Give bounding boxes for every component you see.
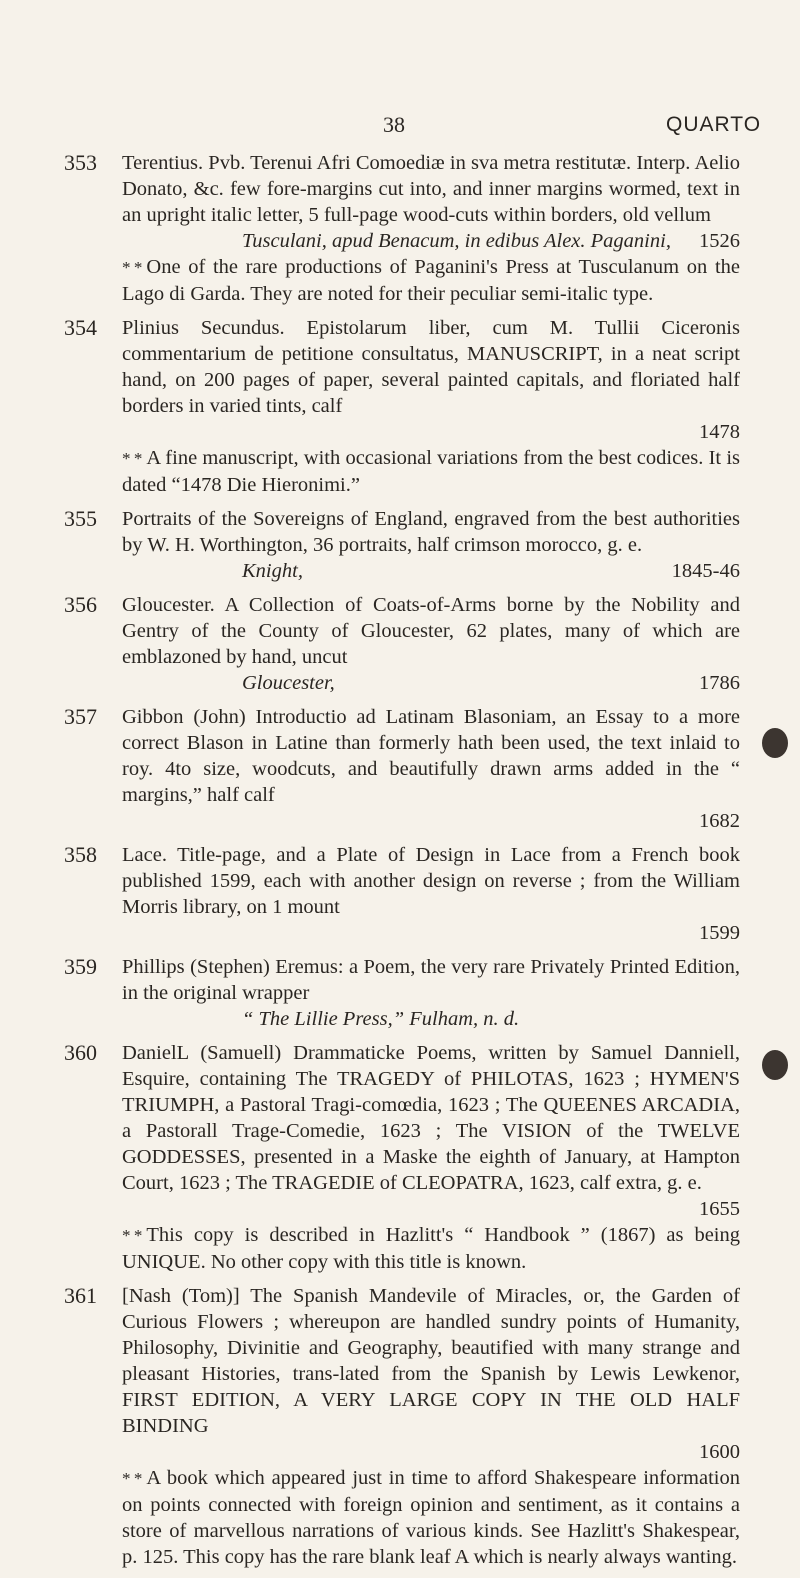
catalogue-entries [0,150,800,1578]
entry-note [122,254,740,307]
ink-blot [762,1050,788,1080]
imprint-line [122,670,740,696]
imprint-line [122,1439,740,1465]
note-marker: * * [122,258,143,277]
imprint-place [122,419,242,445]
catalogue-entry [0,592,800,696]
note-text: A book which appeared just in time to afford Shakespeare information on points connected with foreign opinion and sentiment, as it contains a store of marvellous narrations of various kinds. See Hazlitt's Shakespear, p. 125. This copy has the rare blank leaf A which is nearly always wanting. [122,1467,740,1568]
lot-number: 354 [64,315,97,340]
catalogue-entry [0,150,800,307]
imprint-place: Tusculani, apud Benacum, in edibus Alex. Paganini, [242,230,671,252]
imprint-line [122,808,740,834]
lot-number: 359 [64,954,97,979]
imprint-date: 1600 [699,1441,740,1463]
entry-note [122,1465,740,1570]
page-number: 38 [383,112,405,137]
lot-number: 357 [64,704,97,729]
imprint-date: 1526 [699,230,740,252]
catalogue-entry [0,315,800,498]
entry-description: [Nash (Tom)] The Spanish Mandevile of Miracles, or, the Garden of Curious Flowers ; whereupon are handled sundry points of Humanity, Philosophy, Divinitie and Geography, beautified with many strange and pleasant Histories, trans-lated from the Spanish by Lewis Lewkenor, FIRST EDITION, A VERY LARGE COPY IN THE OLD HALF BINDING [122,1285,740,1437]
imprint-place: Knight, [242,560,303,582]
running-head: QUARTO [666,113,762,136]
ink-blot [762,728,788,758]
imprint-line [122,419,740,445]
catalogue-entry [0,704,800,834]
imprint-place: Gloucester, [242,672,335,694]
entry-description: Portraits of the Sovereigns of England, engraved from the best authorities by W. H. Worthington, 36 portraits, half crimson morocco, g. e. [122,508,740,556]
imprint-date: 1655 [699,1198,740,1220]
note-marker: * * [122,1226,143,1245]
imprint-line [122,1006,740,1032]
lot-number: 356 [64,592,97,617]
imprint-line [122,558,740,584]
imprint-date: 1478 [699,421,740,443]
entry-note [122,445,740,498]
imprint-place [122,1196,242,1222]
note-marker: * * [122,1469,143,1488]
imprint-date: 1599 [699,922,740,944]
lot-number: 353 [64,150,97,175]
note-text: This copy is described in Hazlitt's “ Handbook ” (1867) as being UNIQUE. No other copy with this title is known. [122,1224,740,1273]
entry-description: Plinius Secundus. Epistolarum liber, cum M. Tullii Ciceronis commentarium de petitione consultatus, MANUSCRIPT, in a neat script hand, on 200 pages of paper, several painted capitals, and floriated half borders in varied tints, calf [122,317,740,417]
lot-number: 361 [64,1283,97,1308]
imprint-line [122,1196,740,1222]
catalogue-entry [0,506,800,584]
entry-description: Lace. Title-page, and a Plate of Design in Lace from a French book published 1599, each with another design on reverse ; from the William Morris library, on 1 mount [122,844,740,918]
imprint-place [122,808,242,834]
entry-description: DanielL (Samuell) Drammaticke Poems, written by Samuel Danniell, Esquire, containing The TRAGEDY of PHILOTAS, 1623 ; HYMEN'S TRIUMPH, a Pastoral Tragi-comœdia, 1623 ; The QUEENES ARCADIA, a Pastorall Trage-Comedie, 1623 ; The VISION of the TWELVE GODDESSES, presented in a Maske the eighth of January, at Hampton Court, 1623 ; The TRAGEDIE of CLEOPATRA, 1623, calf extra, g. e. [122,1042,740,1194]
note-text: A fine manuscript, with occasional variations from the best codices. It is dated “1478 Die Hieronimi.” [122,447,740,496]
imprint-line [122,920,740,946]
lot-number: 358 [64,842,97,867]
entry-description: Terentius. Pvb. Terenui Afri Comoediæ in sva metra restitutæ. Interp. Aelio Donato, &c. few fore-margins cut into, and inner margins wormed, text in an upright italic letter, 5 full-page wood-cuts within borders, old vellum [122,152,740,226]
imprint-line [122,228,740,254]
imprint-place: “ The Lillie Press,” Fulham, n. d. [242,1008,520,1030]
catalogue-entry [0,954,800,1032]
entry-note [122,1222,740,1275]
imprint-place [122,920,242,946]
entry-description: Phillips (Stephen) Eremus: a Poem, the very rare Privately Printed Edition, in the original wrapper [122,956,740,1004]
imprint-date: 1682 [699,810,740,832]
note-marker: * * [122,449,143,468]
catalogue-entry [0,842,800,946]
note-text: One of the rare productions of Paganini's Press at Tusculanum on the Lago di Garda. They are noted for their peculiar semi-italic type. [122,256,740,305]
entry-description: Gloucester. A Collection of Coats-of-Arms borne by the Nobility and Gentry of the County of Gloucester, 62 plates, many of which are emblazoned by hand, uncut [122,594,740,668]
imprint-date: 1786 [699,672,740,694]
catalogue-entry [0,1040,800,1275]
imprint-place [122,1439,242,1465]
lot-number: 360 [64,1040,97,1065]
lot-number: 355 [64,506,97,531]
entry-description: Gibbon (John) Introductio ad Latinam Blasoniam, an Essay to a more correct Blason in Latine than formerly hath been used, the text inlaid to roy. 4to size, woodcuts, and beautifully drawn arms added in the “ margins,” half calf [122,706,740,806]
imprint-date: 1845-46 [671,560,740,582]
catalogue-entry [0,1283,800,1570]
